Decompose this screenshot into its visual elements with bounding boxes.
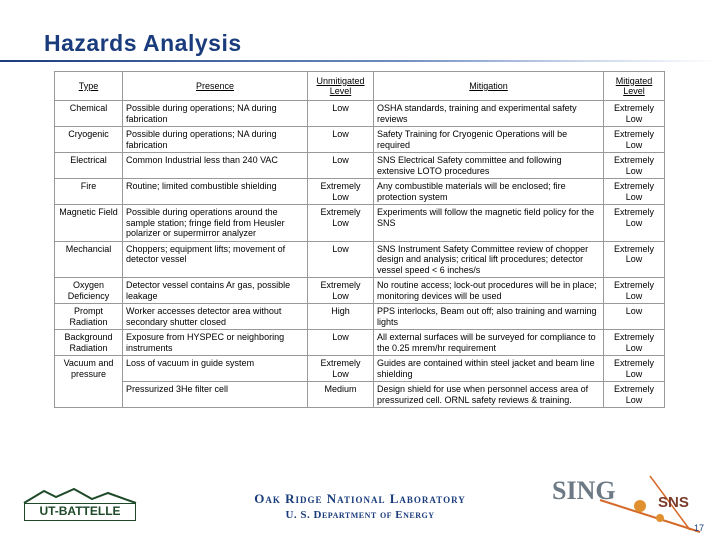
ut-battelle-wordmark: UT-BATTELLE [24,503,136,521]
doe-name: U. S. Department of Energy [285,509,435,521]
cell-unmitigated: Low [308,241,374,278]
header-mitigation: Mitigation [374,72,604,101]
table-row [55,127,665,153]
table-row [55,241,665,278]
table-row [55,278,665,304]
cell-mitigated: Extremely Low [604,330,665,356]
header-mitigated-level: Mitigated Level [604,72,665,101]
sing-wordmark: SING [552,476,616,505]
table-row [55,101,665,127]
cell-unmitigated: Low [308,127,374,153]
table-row [55,330,665,356]
cell-presence: Exposure from HYSPEC or neighboring instruments [123,330,308,356]
cell-mitigation: SNS Instrument Safety Committee review of chopper design and analysis; critical lift procedures; detector vessel speed < 6 inches/s [374,241,604,278]
header-type: Type [55,72,123,101]
cell-type: Vacuum and pressure [55,356,123,408]
cell-mitigation: Guides are contained within steel jacket and beam line shielding [374,356,604,382]
cell-unmitigated: Medium [308,382,374,408]
table-row [55,382,665,408]
cell-type: Electrical [55,153,123,179]
cell-presence: Common Industrial less than 240 VAC [123,153,308,179]
table-header-row [55,72,665,101]
cell-mitigation: Safety Training for Cryogenic Operations will be required [374,127,604,153]
table-row [55,205,665,242]
cell-mitigation: No routine access; lock-out procedures will be in place; monitoring devices will be used [374,278,604,304]
table-row [55,356,665,382]
cell-mitigation: All external surfaces will be surveyed for compliance to the 0.25 mrem/hr requirement [374,330,604,356]
cell-type: Chemical [55,101,123,127]
cell-type: Prompt Radiation [55,304,123,330]
cell-mitigated: Extremely Low [604,101,665,127]
table-row [55,153,665,179]
cell-type: Fire [55,179,123,205]
page-title: Hazards Analysis [44,30,242,56]
cell-presence: Loss of vacuum in guide system [123,356,308,382]
ut-battelle-logo [22,487,138,523]
cell-presence: Detector vessel contains Ar gas, possible leakage [123,278,308,304]
cell-mitigated: Low [604,304,665,330]
hazards-table [54,71,665,408]
header-presence: Presence [123,72,308,101]
cell-type: Magnetic Field [55,205,123,242]
cell-mitigated: Extremely Low [604,241,665,278]
cell-presence: Choppers; equipment lifts; movement of detector vessel [123,241,308,278]
cell-type: Background Radiation [55,330,123,356]
cell-presence: Possible during operations around the sample station; fringe field from Heusler polarizer or supermirror analyzer [123,205,308,242]
cell-type: Mechancial [55,241,123,278]
cell-mitigated: Extremely Low [604,153,665,179]
cell-mitigated: Extremely Low [604,205,665,242]
cell-unmitigated: Extremely Low [308,205,374,242]
cell-type: Cryogenic [55,127,123,153]
header-unmitigated-level: Unmitigated Level [308,72,374,101]
cell-mitigation: OSHA standards, training and experimental safety reviews [374,101,604,127]
cell-unmitigated: Extremely Low [308,179,374,205]
cell-mitigation: Any combustible materials will be enclosed; fire protection system [374,179,604,205]
cell-mitigated: Extremely Low [604,278,665,304]
footer-lab-text [200,491,520,521]
cell-unmitigated: Low [308,153,374,179]
page-number: 17 [694,523,705,533]
lab-name: Oak Ridge National Laboratory [254,491,466,506]
cell-unmitigated: Low [308,101,374,127]
cell-presence: Pressurized 3He filter cell [123,382,308,408]
cell-mitigation: SNS Electrical Safety committee and following extensive LOTO procedures [374,153,604,179]
cell-mitigation: Design shield for use when personnel access area of pressurized cell. ORNL safety reviews & training. [374,382,604,408]
sing-sns-logo [540,470,710,538]
cell-mitigated: Extremely Low [604,356,665,382]
cell-mitigation: Experiments will follow the magnetic field policy for the SNS [374,205,604,242]
cell-unmitigated: Extremely Low [308,356,374,382]
cell-presence: Worker accesses detector area without secondary shutter closed [123,304,308,330]
title-divider [0,60,720,62]
cell-unmitigated: Low [308,330,374,356]
cell-unmitigated: High [308,304,374,330]
cell-mitigated: Extremely Low [604,179,665,205]
cell-mitigation: PPS interlocks, Beam out off; also training and warning lights [374,304,604,330]
cell-unmitigated: Extremely Low [308,278,374,304]
sns-wordmark: SNS [658,494,689,511]
cell-presence: Possible during operations; NA during fabrication [123,101,308,127]
cell-type: Oxygen Deficiency [55,278,123,304]
table-row [55,304,665,330]
cell-presence: Possible during operations; NA during fabrication [123,127,308,153]
cell-mitigated: Extremely Low [604,127,665,153]
cell-presence: Routine; limited combustible shielding [123,179,308,205]
table-row [55,179,665,205]
cell-mitigated: Extremely Low [604,382,665,408]
